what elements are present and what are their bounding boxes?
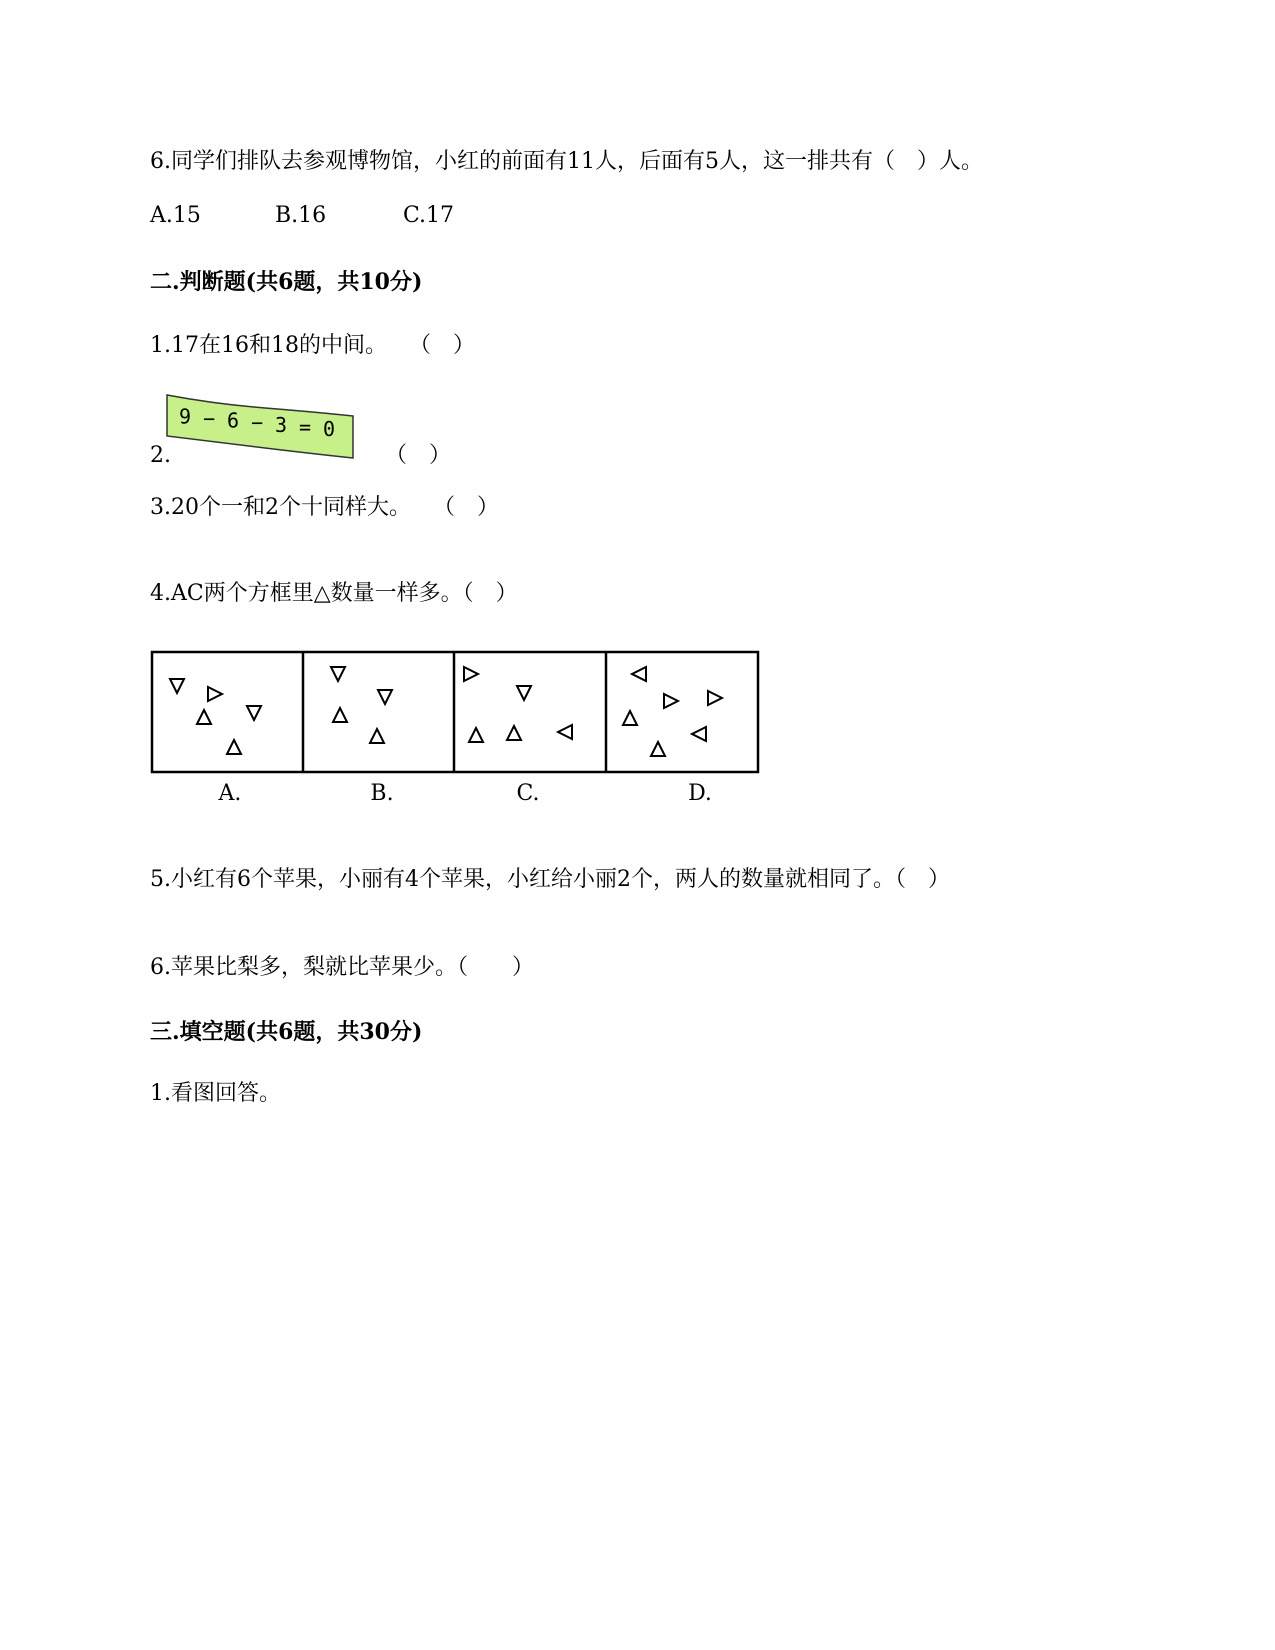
- option-b: B.16: [275, 203, 327, 228]
- option-a: A.15: [150, 203, 201, 228]
- banner-token: −: [202, 406, 216, 431]
- section-2-heading: 二.判断题(共6题，共10分): [150, 269, 423, 295]
- banner-token: 9: [178, 404, 192, 429]
- box-label: C.: [516, 781, 540, 806]
- box-label: A.: [218, 781, 242, 806]
- fill-item-1: 1.看图回答。: [150, 1081, 281, 1106]
- question-6-text: 6.同学们排队去参观博物馆，小红的前面有11人，后面有5人，这一排共有（ ）人。: [150, 149, 983, 174]
- judge-item-5: 5.小红有6个苹果，小丽有4个苹果，小红给小丽2个，两人的数量就相同了。（ ）: [150, 867, 950, 892]
- banner-token: −: [250, 410, 264, 435]
- judge-item-2-paren: （ ）: [385, 443, 452, 468]
- judge-item-2: 2.: [150, 443, 171, 468]
- option-c: C.17: [403, 203, 455, 228]
- judge-item-4: 4.AC两个方框里△数量一样多。（ ）: [150, 581, 518, 606]
- judge-item-6: 6.苹果比梨多，梨就比苹果少。（ ）: [150, 955, 534, 980]
- box-label: D.: [688, 781, 712, 806]
- section-3-heading: 三.填空题(共6题，共30分): [150, 1019, 423, 1045]
- banner-token: =: [298, 414, 312, 439]
- banner-token: 3: [274, 412, 288, 437]
- triangle-boxes-figure: [150, 650, 770, 810]
- banner-token: 6: [226, 408, 240, 433]
- box-label: B.: [370, 781, 394, 806]
- judge-item-3: 3.20个一和2个十同样大。 （ ）: [150, 495, 499, 520]
- banner-token: 0: [322, 416, 336, 441]
- judge-item-1: 1.17在16和18的中间。 （ ）: [150, 333, 475, 358]
- equation-banner-image: [165, 392, 355, 462]
